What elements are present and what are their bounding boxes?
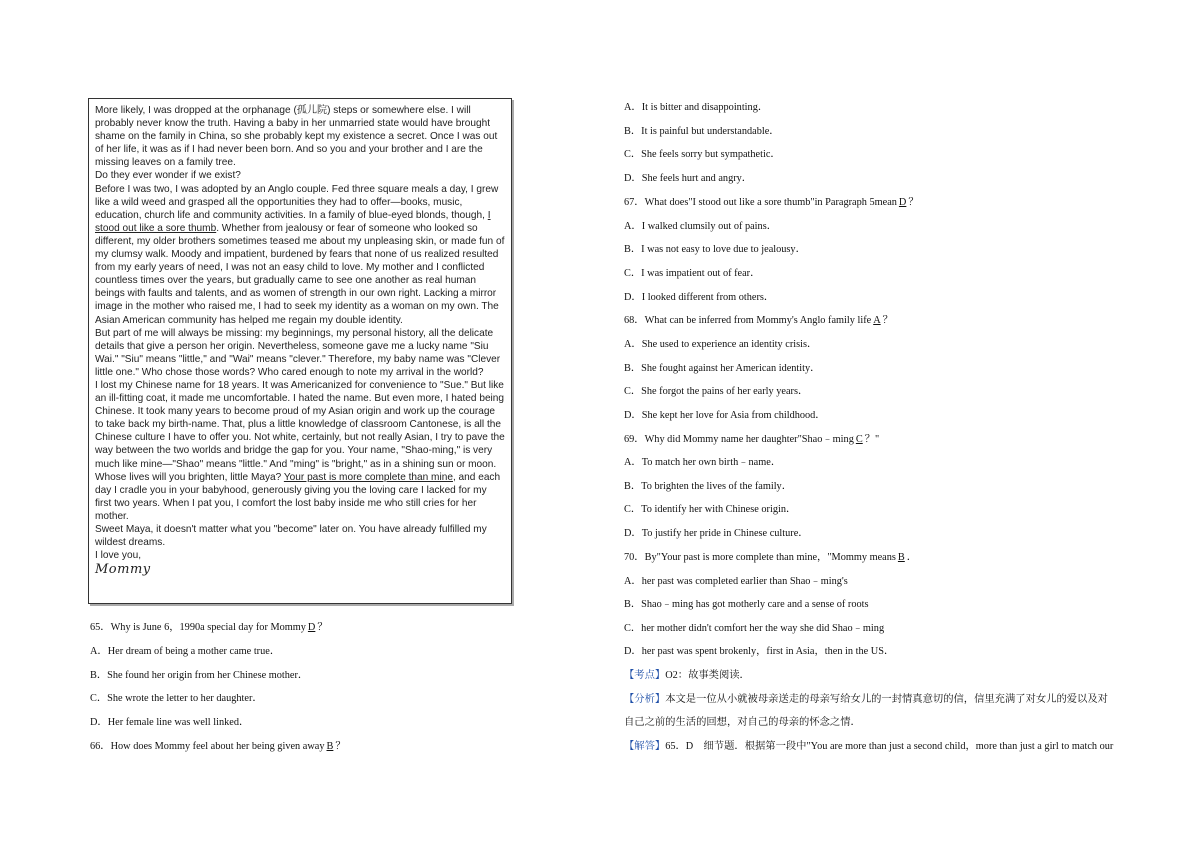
option: D．She feels hurt and angry． [624,173,753,184]
option: C．her mother didn't comfort her the way she did Shao﹣ming [624,623,885,634]
passage-text: , and each day I cradle you in your babyhood, generously giving you the loving care I lacked for my first two years. When I pat you, I comfort the lost baby inside me who still cries for her mother. [95,471,501,522]
answer-blank: A [873,315,881,326]
question-text: 69．Why did Mommy name her daughter"Shao﹣ming [624,434,854,445]
passage-closing: I love you, [95,550,142,562]
option: D．She kept her love for Asia from childhood． [624,410,826,421]
fenxi-continued: 自己之前的生活的回想，对自己的母亲的怀念之情． [624,717,861,728]
passage-paragraph [95,183,505,327]
question-65 [90,618,328,633]
option: A．It is bitter and disappointing． [624,102,769,113]
question-text: 68．What can be inferred from Mommy's Anglo family life [624,315,872,326]
question-end: ？" [864,434,880,445]
option: B．She fought against her American identity． [624,363,821,374]
fenxi-tag: 【分析】 [624,694,666,705]
option: D．her past was spent brokenly，first in Asia，then in the US． [624,646,895,657]
question-end: ． [906,552,918,563]
signature: Mommy [95,562,151,578]
fenxi [624,690,1108,705]
passage-box [88,98,512,604]
question-text: 67．What does"I stood out like a sore thumb"in Paragraph 5mean [624,197,897,208]
passage-paragraph: Do they ever wonder if we exist? [95,170,241,182]
question-70 [624,548,917,563]
option: A．her past was completed earlier than Shao﹣ming's [624,576,848,587]
jieda-tag: 【解答】 [624,741,666,752]
passage-paragraph: More likely, I was dropped at the orphanage (孤儿院) steps or somewhere else. I will probably never know the truth. Having a baby in her unmarried state would have brought shame on the family in China, so she probably kept my existence a secret. Once I was out of her life, it was as if I had never been born. And so you and your brother and I are the missing leaves on a family tree. [95,105,498,169]
question-66 [90,737,346,752]
kaodian-text: O2：故事类阅读． [665,670,750,681]
option: D．I looked different from others． [624,292,775,303]
option: B．Shao﹣ming has got motherly care and a sense of roots [624,599,869,610]
option: D．Her female line was well linked． [90,717,250,728]
option: B．I was not easy to love due to jealousy． [624,244,806,255]
answer-blank: C [855,434,863,445]
question-69 [624,430,879,445]
passage-paragraph: But part of me will always be missing: my beginnings, my personal history, all the delicate details that give a person her origin. Nevertheless, someone gave me a lucky name "Siu Wai." "Siu" means "little," and "Wai" means "clever." Therefore, my baby name was "Clever little one." Who chose those words? Who cared enough to note my arrival in the world? [95,327,501,378]
option: A．Her dream of being a mother came true． [90,646,281,657]
underlined-phrase: Your past is more complete than mine [283,471,453,483]
passage-paragraph [95,379,505,523]
answer-blank: B [326,741,334,752]
question-67 [624,193,919,208]
option: A．She used to experience an identity crisis． [624,339,818,350]
question-end: ？ [908,197,919,208]
kaodian [624,666,750,681]
question-end: ？ [335,741,346,752]
answer-blank: D [307,622,316,633]
question-end: ？ [317,622,328,633]
underlined-phrase: I stood out like a sore thumb [95,209,491,234]
question-end: ？ [882,315,893,326]
jieda-text: 65．D 细节题．根据第一段中"You are more than just a second child，more than just a girl to match our [665,741,1114,752]
question-text: 70．By"Your past is more complete than mine，"Mommy means [624,552,896,563]
question-text: 65．Why is June 6，1990a special day for Mommy [90,622,306,633]
option: A．To match her own birth﹣name． [624,457,782,468]
option: B．She found her origin from her Chinese mother． [90,670,309,681]
option: A．I walked clumsily out of pains． [624,221,778,232]
option: B．It is painful but understandable． [624,126,780,137]
option: B．To brighten the lives of the family． [624,481,793,492]
option: C．She wrote the letter to her daughter． [90,693,263,704]
option: C．I was impatient out of fear． [624,268,761,279]
passage-text: I lost my Chinese name for 18 years. It was Americanized for convenience to "Sue." But like an ill-fitting coat, it made me uncomfortable. I hated the name. But even more, I hated being Chinese. It took many years to become proud of my Asian origin and work up the courage to take back my birth-name. That, plus a little knowledge of classroom Cantonese, is all the Chinese culture I have to offer you. Not white, certainly, but not really Asian, I try to pave the way between the two worlds and bridge the gap for you. Your name, "Shao-ming," is very much like mine—"Shao" means "little." And "ming" is "bright," as in a shining sun or moon. Whose lives will you brighten, little Maya? [95,379,505,483]
passage-text: . Whether from jealousy or fear of someone who looked so different, my older brothers sometimes teased me about my unpleasing skin, or made fun of my clumsy walk. Moody and impatient, burdened by fears that none of us realized resulted from my early years of need, I was not an easy child to love. My mother and I conflicted countless times over the years, but gradually came to see one another as real human beings with faults and talents, and as women of strength in our own right. Lacking a mirror image in the mother who raised me, I had to seek my identity as a woman on my own. The Asian American community has helped me regain my double identity. [95,222,505,326]
option: C．To identify her with Chinese origin． [624,504,797,515]
option: C．She forgot the pains of her early years． [624,386,809,397]
passage-text: Before I was two, I was adopted by an Anglo couple. Fed three square meals a day, I grew like a wild weed and grasped all the opportunities they had to offer—books, music, education, church life and community activities. In a family of blue-eyed blonds, though, [95,183,499,221]
option: C．She feels sorry but sympathetic． [624,149,781,160]
option: D．To justify her pride in Chinese culture． [624,528,809,539]
kaodian-tag: 【考点】 [624,670,666,681]
question-68 [624,311,893,326]
passage-paragraph: Sweet Maya, it doesn't matter what you "become" later on. You have already fulfilled my wildest dreams. [95,524,487,549]
question-text: 66．How does Mommy feel about her being given away [90,741,325,752]
answer-blank: D [898,197,907,208]
answer-blank: B [897,552,905,563]
jieda [624,737,1113,752]
fenxi-text: 本文是一位从小就被母亲送走的母亲写给女儿的一封情真意切的信，信里充满了对女儿的爱以及对 [665,694,1108,705]
